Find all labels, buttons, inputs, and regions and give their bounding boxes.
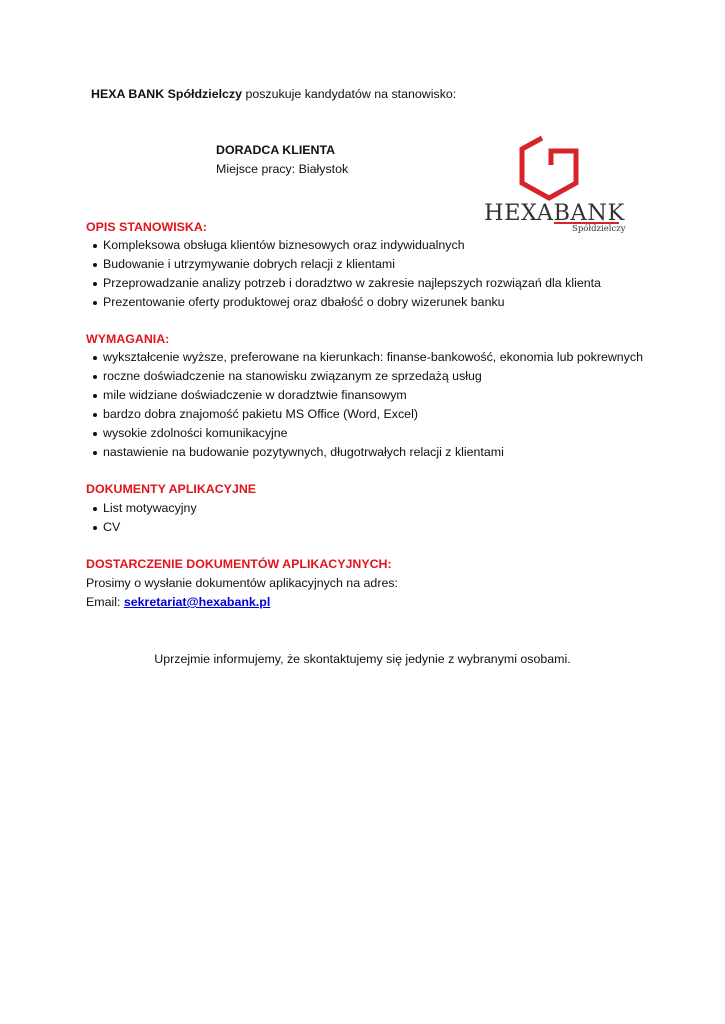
position-location: Miejsce pracy: Białystok bbox=[216, 162, 349, 176]
email-line bbox=[86, 595, 270, 609]
list-item: nastawienie na budowanie pozytywnych, długotrwałych relacji z klientami bbox=[103, 445, 504, 459]
logo-wordmark: HEXABANK bbox=[484, 200, 625, 226]
logo-subtitle: Spółdzielczy bbox=[572, 224, 626, 234]
list-item: Kompleksowa obsługa klientów biznesowych oraz indywidualnych bbox=[103, 238, 465, 252]
intro-line bbox=[91, 87, 456, 101]
section-heading-opis: OPIS STANOWISKA: bbox=[86, 220, 207, 234]
email-label: Email: bbox=[86, 595, 124, 609]
intro-text: poszukuje kandydatów na stanowisko: bbox=[242, 87, 457, 101]
list-item: Przeprowadzanie analizy potrzeb i doradztwo w zakresie najlepszych rozwiązań dla klienta bbox=[103, 276, 601, 290]
hexabank-logo bbox=[478, 132, 626, 234]
list-item: bardzo dobra znajomość pakietu MS Office (Word, Excel) bbox=[103, 407, 418, 421]
position-title: DORADCA KLIENTA bbox=[216, 143, 336, 157]
email-link[interactable]: sekretariat@hexabank.pl bbox=[123, 595, 271, 609]
list-item: Prezentowanie oferty produktowej oraz dbałość o dobry wizerunek banku bbox=[103, 295, 505, 309]
list-item: wykształcenie wyższe, preferowane na kierunkach: finanse-bankowość, ekonomia lub pokrewnych bbox=[103, 350, 643, 364]
list-item: roczne doświadczenie na stanowisku związanym ze sprzedażą usług bbox=[103, 369, 482, 383]
list-item: CV bbox=[103, 520, 121, 534]
list-item: mile widziane doświadczenie w doradztwie finansowym bbox=[103, 388, 407, 402]
list-item: Budowanie i utrzymywanie dobrych relacji z klientami bbox=[103, 257, 395, 271]
section-heading-dostarczenie: DOSTARCZENIE DOKUMENTÓW APLIKACYJNYCH: bbox=[86, 557, 392, 571]
footer-note: Uprzejmie informujemy, że skontaktujemy się jedynie z wybranymi osobami. bbox=[154, 652, 571, 666]
list-item: List motywacyjny bbox=[103, 501, 197, 515]
section-heading-dokumenty: DOKUMENTY APLIKACYJNE bbox=[86, 482, 257, 496]
delivery-text: Prosimy o wysłanie dokumentów aplikacyjnych na adres: bbox=[86, 576, 398, 590]
company-name: HEXA BANK Spółdzielczy bbox=[91, 87, 243, 101]
section-heading-wymagania: WYMAGANIA: bbox=[86, 332, 170, 346]
list-item: wysokie zdolności komunikacyjne bbox=[103, 426, 288, 440]
